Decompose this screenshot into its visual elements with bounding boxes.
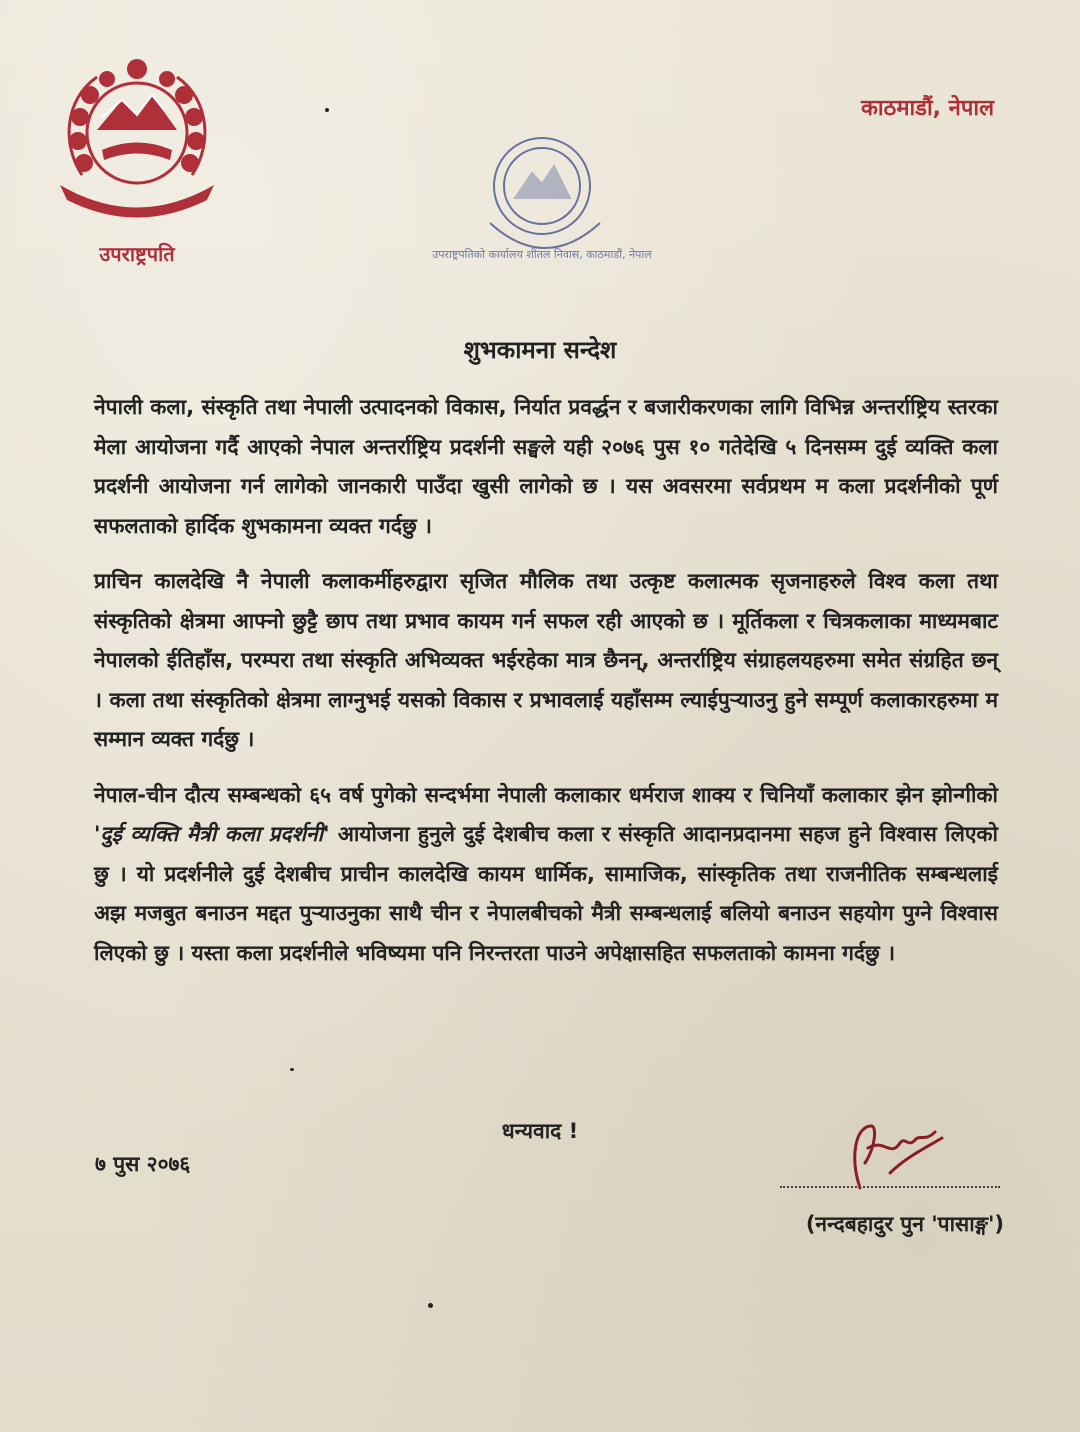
- letter-body: [94, 388, 998, 973]
- signatory-name: (नन्दबहादुर पुन 'पासाङ्ग'): [805, 1212, 1004, 1236]
- stamp-text: उपराष्ट्रपतिको कार्यालय शीतल निवास, काठमाडौं, नेपाल: [432, 248, 652, 261]
- nepal-coat-of-arms-icon: [52, 55, 222, 220]
- place-label: काठमाडौं, नेपाल: [860, 96, 994, 121]
- office-seal-icon: [432, 128, 652, 278]
- office-label: उपराष्ट्रपति: [99, 242, 175, 266]
- paper-speck: [290, 1068, 294, 1071]
- exhibition-name: 'दुई व्यक्ति मैत्री कला प्रदर्शनी': [94, 822, 330, 846]
- paragraph-3-end: आयोजना हुनुले दुई देशबीच कला र संस्कृति आदानप्रदानमा सहज हुने विश्वास लिएको छु । यो प्रदर्शनीले दुई देशबीच प्राचीन कालदेखि कायम धार्मिक, सामाजिक, सांस्कृतिक तथा राजनीतिक सम्बन्धलाई अझ मजबुत बनाउन मद्दत पुऱ्याउनुका साथै चीन र नेपालबीचको मैत्री सम्बन्धलाई बलियो बनाउन सहयोग पुग्ने विश्वास लिएको छु । यस्ता कला प्रदर्शनीले भविष्यमा पनि निरन्तरता पाउने अपेक्षासहित सफलताको कामना गर्दछु ।: [94, 822, 998, 965]
- paragraph-3: [94, 776, 998, 974]
- letter-date: ७ पुस २०७६: [95, 1152, 191, 1176]
- signature-line: [780, 1186, 1000, 1188]
- paper-speck: [325, 108, 329, 112]
- paper-speck: [428, 1303, 433, 1308]
- letter-title: शुभकामना सन्देश: [463, 336, 617, 364]
- paragraph-2: प्राचिन कालदेखि नै नेपाली कलाकर्मीहरुद्वारा सृजित मौलिक तथा उत्कृष्ट कलात्मक सृजनाहरुले विश्व कला तथा संस्कृतिको क्षेत्रमा आफ्नो छुट्टै छाप तथा प्रभाव कायम गर्न सफल रही आएको छ । मूर्तिकला र चित्रकलाका माध्यमबाट नेपालको ईतिहाँस, परम्परा तथा संस्कृति अभिव्यक्त भईरहेका मात्र छैनन्, अन्तर्राष्ट्रिय संग्राहलयहरुमा समेत संग्रहित छन् । कला तथा संस्कृतिको क्षेत्रमा लाग्नुभई यसको विकास र प्रभावलाई यहाँसम्म ल्याईपुऱ्याउनु हुने सम्पूर्ण कलाकारहरुमा म सम्मान व्यक्त गर्दछु ।: [94, 569, 998, 751]
- paragraph-1: नेपाली कला, संस्कृति तथा नेपाली उत्पादनको विकास, निर्यात प्रवर्द्धन र बजारीकरणका लागि विभिन्न अन्तर्राष्ट्रिय स्तरका मेला आयोजना गर्दै आएको नेपाल अन्तर्राष्ट्रिय प्रदर्शनी सङ्घले यही २०७६ पुस १० गतेदेखि ५ दिनसम्म दुई व्यक्ति कला प्रदर्शनी आयोजना गर्न लागेको जानकारी पाउँदा खुसी लागेको छ । यस अवसरमा सर्वप्रथम म कला प्रदर्शनीको पूर्ण सफलताको हार्दिक शुभकामना व्यक्त गर्दछु ।: [94, 395, 998, 538]
- paragraph-3-start: नेपाल-चीन दौत्य सम्बन्धको ६५ वर्ष पुगेको सन्दर्भमा नेपाली कलाकार धर्मराज शाक्य र चिनियाँ कलाकार झेन झोन्गीको: [94, 782, 998, 807]
- closing-thanks: धन्यवाद !: [501, 1119, 579, 1143]
